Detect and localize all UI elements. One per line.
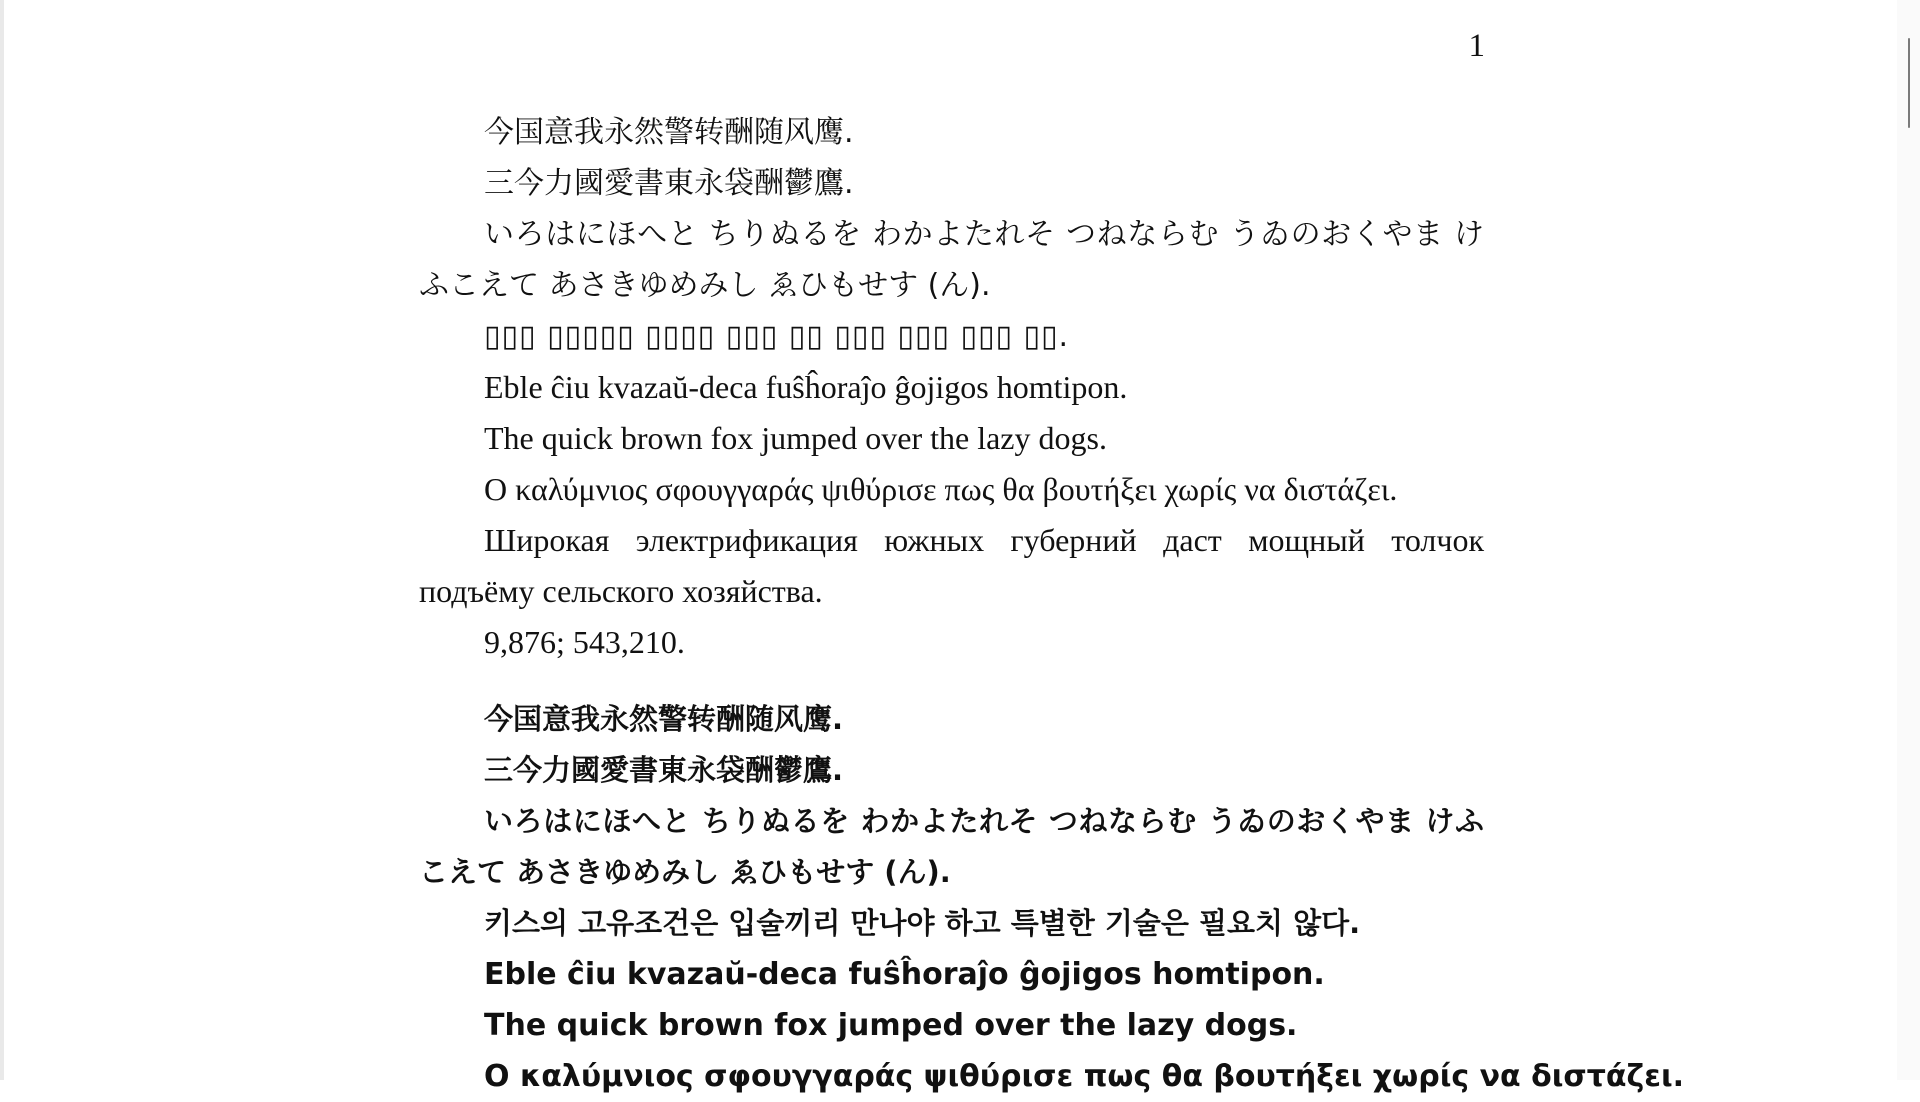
paragraph: 9,876; 543,210. (484, 624, 685, 660)
paragraph-bold: 今国意我永然警转酬随风鹰. (484, 702, 844, 736)
paragraph: いろはにほへと ちりぬるを わかよたれそ つねならむ うゐのおくやま けふこえて あさきゆめみし ゑひもせす (ん). (419, 217, 1484, 303)
bold-block (419, 694, 1685, 1102)
scrollbar-thumb[interactable] (1908, 38, 1910, 128)
left-page-edge (0, 0, 4, 1080)
paragraph-bold: Eble ĉiu kvazaŭ-deca fuŝĥoraĵo ĝojigos homtipon. (484, 957, 1325, 992)
paragraph-missing-glyphs: ▯▯▯ ▯▯▯▯▯ ▯▯▯▯ ▯▯▯ ▯▯ ▯▯▯ ▯▯▯ ▯▯▯ ▯▯. (484, 319, 1070, 354)
vertical-scrollbar[interactable] (1897, 0, 1920, 1080)
document-body (419, 107, 1685, 1102)
paragraph: 今国意我永然警转酬随风鹰. (484, 115, 854, 150)
paragraph-bold: The quick brown fox jumped over the lazy dogs. (484, 1008, 1298, 1043)
paragraph: 三今力國愛書東永袋酬鬱鷹. (484, 166, 854, 201)
paragraph-bold: いろはにほへと ちりぬるを わかよたれそ つねならむ うゐのおくやま けふこえて あさきゆめみし ゑひもせす (ん). (419, 804, 1484, 889)
paragraph-bold: 三今力國愛書東永袋酬鬱鷹. (484, 753, 844, 787)
paragraph: Eble ĉiu kvazaŭ-deca fuŝĥoraĵo ĝojigos homtipon. (484, 369, 1128, 405)
paragraph: Ο καλύμνιος σφουγγαράς ψιθύρισε πως θα βουτήξει χωρίς να διστάζει. (484, 471, 1398, 507)
page-number: 1 (1468, 28, 1485, 64)
paragraph: The quick brown fox jumped over the lazy dogs. (484, 420, 1107, 456)
paragraph: Широкая электрификация южных губерний даст мощный толчок подъёму сельского хозяйства. (419, 522, 1484, 609)
paragraph-bold: Ο καλύμνιος σφουγγαράς ψιθύρισε πως θα βουτήξει χωρίς να διστάζει. (484, 1059, 1685, 1094)
paragraph-bold: 키스의 고유조건은 입술끼리 만나야 하고 특별한 기술은 필요치 않다. (484, 906, 1361, 940)
